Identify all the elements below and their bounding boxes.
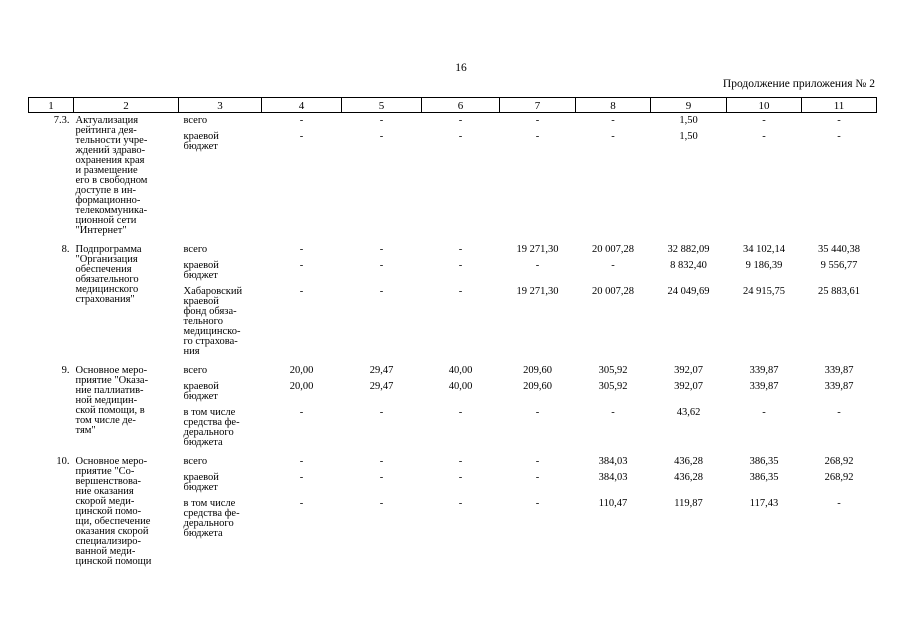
amount-cell: - (762, 407, 766, 418)
amount-cell: 43,62 (676, 407, 701, 418)
funding-source-line: в том числе (183, 498, 236, 509)
amount-cell: 35 440,38 (818, 244, 860, 255)
measure-name-line: его в свободном (75, 175, 148, 186)
amount-cell: 40,00 (448, 365, 473, 376)
row-number: 10. (56, 456, 70, 467)
measure-name-line: оказания скорой (75, 526, 149, 537)
amount-cell: 339,87 (824, 365, 854, 376)
value-column-8 (576, 454, 651, 573)
measure-name-line: тельности учре- (75, 135, 148, 146)
measure-name-line: приятие "Со- (75, 466, 135, 477)
amount-cell: 19 271,30 (516, 244, 559, 255)
funding-source-line: краевой (183, 296, 219, 307)
amount-cell: 8 832,40 (670, 260, 707, 271)
value-column-11 (802, 363, 877, 454)
measure-name-line: ждений здраво- (75, 145, 146, 156)
amount-cell: - (535, 456, 540, 467)
amount-cell: - (611, 260, 615, 271)
value-column-4 (262, 363, 342, 454)
amount-cell: 19 271,30 (516, 286, 559, 297)
amount-cell: 1,50 (679, 115, 698, 126)
row-number: 9. (61, 365, 70, 376)
amount-cell: 40,00 (448, 381, 473, 392)
amount-cell: - (535, 260, 540, 271)
amount-cell: 20,00 (289, 365, 314, 376)
funding-source (184, 457, 262, 467)
measure-name-line: "Организация (75, 254, 138, 265)
budget-table (28, 97, 877, 573)
column-header-8: 8 (576, 98, 651, 113)
measure-name-line: медицинского (75, 284, 139, 295)
amount-cell: 384,03 (598, 472, 628, 483)
amount-cell: - (299, 115, 304, 126)
column-header-1: 1 (29, 98, 74, 113)
table-row (29, 242, 877, 363)
amount-cell: 209,60 (523, 381, 552, 392)
amount-cell: 20 007,28 (592, 244, 634, 255)
amount-cell: - (762, 131, 766, 142)
amount-cell: - (299, 131, 304, 142)
amount-cell: 1,50 (679, 131, 698, 142)
value-column-6 (422, 363, 500, 454)
funding-source (184, 499, 262, 539)
funding-source-line: тельного (183, 316, 223, 327)
amount-cell: - (299, 456, 304, 467)
funding-source (184, 116, 262, 126)
amount-cell: - (299, 244, 304, 255)
funding-source-line: бюджет (183, 141, 218, 152)
amount-cell: 117,43 (749, 498, 779, 509)
funding-source-line: краевой (183, 381, 219, 392)
amount-cell: - (379, 131, 384, 142)
funding-source-line: ния (183, 346, 200, 357)
amount-cell: 384,03 (598, 456, 628, 467)
amount-cell: - (458, 456, 463, 467)
measure-name (74, 113, 179, 243)
funding-source-line: средства фе- (183, 508, 240, 519)
amount-cell: 9 186,39 (745, 260, 783, 271)
value-column-9 (651, 242, 727, 363)
measure-name-line: рейтинга дея- (75, 125, 137, 136)
value-column-9 (651, 363, 727, 454)
funding-sources (179, 113, 262, 243)
value-column-10 (727, 454, 802, 573)
amount-cell: - (535, 115, 540, 126)
funding-source-line: в том числе (183, 407, 236, 418)
measure-name-line: Подпрограмма (75, 244, 142, 255)
value-column-8 (576, 113, 651, 243)
value-column-8 (576, 363, 651, 454)
measure-name-line: телекоммуника- (75, 205, 148, 216)
amount-cell: - (458, 498, 463, 509)
amount-cell: - (458, 472, 463, 483)
measure-name-line: цинской помо- (75, 506, 142, 517)
amount-cell: 339,87 (749, 365, 779, 376)
amount-cell: 29,47 (369, 381, 394, 392)
column-header-11: 11 (802, 98, 877, 113)
amount-cell: - (379, 498, 384, 509)
amount-cell: - (458, 260, 463, 271)
amount-cell: - (535, 407, 540, 418)
measure-name-line: страхования" (75, 294, 135, 305)
funding-source-line: всего (183, 115, 208, 126)
table-row (29, 113, 877, 243)
column-header-2: 2 (74, 98, 179, 113)
amount-cell: 20 007,28 (592, 286, 634, 297)
amount-cell: - (611, 115, 615, 126)
value-column-10 (727, 113, 802, 243)
funding-source-line: всего (183, 456, 208, 467)
amount-cell: - (458, 407, 463, 418)
funding-source-line: медицинско- (183, 326, 241, 337)
amount-cell: 24 915,75 (743, 286, 785, 297)
measure-name-line: Основное меро- (75, 365, 148, 376)
value-column-10 (727, 363, 802, 454)
measure-name (74, 454, 179, 573)
value-column-10 (727, 242, 802, 363)
amount-cell: 25 883,61 (818, 286, 860, 297)
value-column-5 (342, 113, 422, 243)
measure-name (74, 242, 179, 363)
table-body (29, 113, 877, 574)
amount-cell: - (837, 498, 841, 509)
measure-name-line: ванной меди- (75, 546, 136, 557)
measure-name-line: доступе в ин- (75, 185, 136, 196)
value-column-5 (342, 242, 422, 363)
value-column-4 (262, 454, 342, 573)
measure-name-line: том числе де- (75, 415, 136, 426)
measure-name-line: Основное меро- (75, 456, 148, 467)
funding-source-line: краевой (183, 260, 219, 271)
column-header-10: 10 (727, 98, 802, 113)
measure-name-line: скорой меди- (75, 496, 135, 507)
amount-cell: 34 102,14 (743, 244, 785, 255)
measure-name-line: щи, обеспечение (75, 516, 151, 527)
funding-sources (179, 454, 262, 573)
measure-name-line: цинской помощи (75, 556, 152, 567)
amount-cell: - (379, 244, 384, 255)
amount-cell: - (535, 472, 540, 483)
funding-source (184, 382, 262, 402)
funding-source (184, 261, 262, 281)
amount-cell: 339,87 (749, 381, 779, 392)
value-column-7 (500, 242, 576, 363)
amount-cell: 305,92 (598, 365, 628, 376)
amount-cell: 305,92 (598, 381, 628, 392)
measure-name-line: приятие "Оказа- (75, 375, 149, 386)
funding-source-line: Хабаровский (183, 286, 243, 297)
amount-cell: - (299, 286, 304, 297)
amount-cell: - (379, 260, 384, 271)
measure-name-line: вершенствова- (75, 476, 142, 487)
column-header-9: 9 (651, 98, 727, 113)
funding-source-line: бюджета (183, 437, 223, 448)
amount-cell: 268,92 (824, 456, 854, 467)
value-column-5 (342, 454, 422, 573)
value-column-6 (422, 113, 500, 243)
value-column-11 (802, 242, 877, 363)
amount-cell: 20,00 (289, 381, 314, 392)
amount-cell: - (611, 131, 615, 142)
funding-source (184, 132, 262, 152)
measure-name-line: и размещение (75, 165, 138, 176)
value-column-5 (342, 363, 422, 454)
measure-name-line: ционной сети (75, 215, 137, 226)
column-header-4: 4 (262, 98, 342, 113)
amount-cell: - (379, 456, 384, 467)
funding-source-line: краевой (183, 131, 219, 142)
funding-source-line: фонд обяза- (183, 306, 237, 317)
amount-cell: - (379, 407, 384, 418)
row-number: 7.3. (53, 115, 70, 126)
measure-name-line: ской помощи, в (75, 405, 145, 416)
measure-name-line: формационно- (75, 195, 141, 206)
amount-cell: - (379, 286, 384, 297)
funding-source-line: всего (183, 244, 208, 255)
funding-source-line: го страхова- (183, 336, 238, 347)
amount-cell: - (837, 131, 841, 142)
amount-cell: - (379, 472, 384, 483)
amount-cell: - (535, 498, 540, 509)
page-number: 16 (455, 62, 467, 74)
funding-source (184, 473, 262, 493)
measure-name (74, 363, 179, 454)
amount-cell: - (611, 407, 615, 418)
funding-source-line: средства фе- (183, 417, 240, 428)
amount-cell: - (299, 498, 304, 509)
measure-name-line: ной медицин- (75, 395, 138, 406)
amount-cell: - (762, 115, 766, 126)
amount-cell: 392,07 (674, 365, 703, 376)
column-header-5: 5 (342, 98, 422, 113)
amount-cell: - (458, 244, 463, 255)
value-column-11 (802, 454, 877, 573)
amount-cell: 29,47 (369, 365, 394, 376)
table-row (29, 363, 877, 454)
value-column-6 (422, 242, 500, 363)
column-header-7: 7 (500, 98, 576, 113)
amount-cell: 119,87 (674, 498, 703, 509)
amount-cell: 339,87 (824, 381, 854, 392)
column-header-6: 6 (422, 98, 500, 113)
funding-source (184, 408, 262, 448)
amount-cell: 392,07 (674, 381, 703, 392)
funding-sources (179, 242, 262, 363)
funding-source-line: всего (183, 365, 208, 376)
amount-cell: - (379, 115, 384, 126)
amount-cell: 110,47 (598, 498, 628, 509)
funding-source-line: дерального (183, 518, 234, 529)
table-row (29, 454, 877, 573)
measure-name-line: обеспечения (75, 264, 132, 275)
measure-name-line: специализиро- (75, 536, 142, 547)
measure-name-line: ние паллиатив- (75, 385, 144, 396)
amount-cell: - (458, 286, 463, 297)
amount-cell: - (299, 407, 304, 418)
value-column-9 (651, 454, 727, 573)
amount-cell: - (458, 115, 463, 126)
value-column-8 (576, 242, 651, 363)
value-column-7 (500, 363, 576, 454)
funding-source-line: бюджет (183, 482, 218, 493)
funding-sources (179, 363, 262, 454)
measure-name-line: Актуализация (75, 115, 139, 126)
measure-name-line: охранения края (75, 155, 145, 166)
value-column-4 (262, 113, 342, 243)
value-column-7 (500, 113, 576, 243)
header-row (29, 98, 877, 113)
measure-name-line: тям" (75, 425, 96, 436)
amount-cell: 24 049,69 (667, 286, 710, 297)
amount-cell: - (535, 131, 540, 142)
funding-source-line: бюджета (183, 528, 223, 539)
value-column-7 (500, 454, 576, 573)
amount-cell: - (837, 407, 841, 418)
continuation-label: Продолжение приложения № 2 (722, 78, 875, 90)
amount-cell: - (458, 131, 463, 142)
value-column-4 (262, 242, 342, 363)
value-column-9 (651, 113, 727, 243)
amount-cell: 268,92 (824, 472, 854, 483)
funding-source (184, 245, 262, 255)
funding-source (184, 366, 262, 376)
amount-cell: - (299, 472, 304, 483)
funding-source-line: бюджет (183, 270, 218, 281)
amount-cell: - (837, 115, 841, 126)
funding-source-line: краевой (183, 472, 219, 483)
column-header-3: 3 (179, 98, 262, 113)
funding-source (184, 287, 262, 357)
measure-name-line: обязательного (75, 274, 139, 285)
value-column-11 (802, 113, 877, 243)
funding-source-line: дерального (183, 427, 234, 438)
amount-cell: 436,28 (674, 456, 703, 467)
amount-cell: 386,35 (749, 456, 779, 467)
amount-cell: 436,28 (674, 472, 703, 483)
row-number: 8. (61, 244, 70, 255)
value-column-6 (422, 454, 500, 573)
amount-cell: 32 882,09 (667, 244, 710, 255)
amount-cell: 9 556,77 (820, 260, 858, 271)
amount-cell: 386,35 (749, 472, 779, 483)
amount-cell: - (299, 260, 304, 271)
measure-name-line: "Интернет" (75, 225, 127, 236)
measure-name-line: ние оказания (75, 486, 134, 497)
funding-source-line: бюджет (183, 391, 218, 402)
amount-cell: 209,60 (523, 365, 552, 376)
